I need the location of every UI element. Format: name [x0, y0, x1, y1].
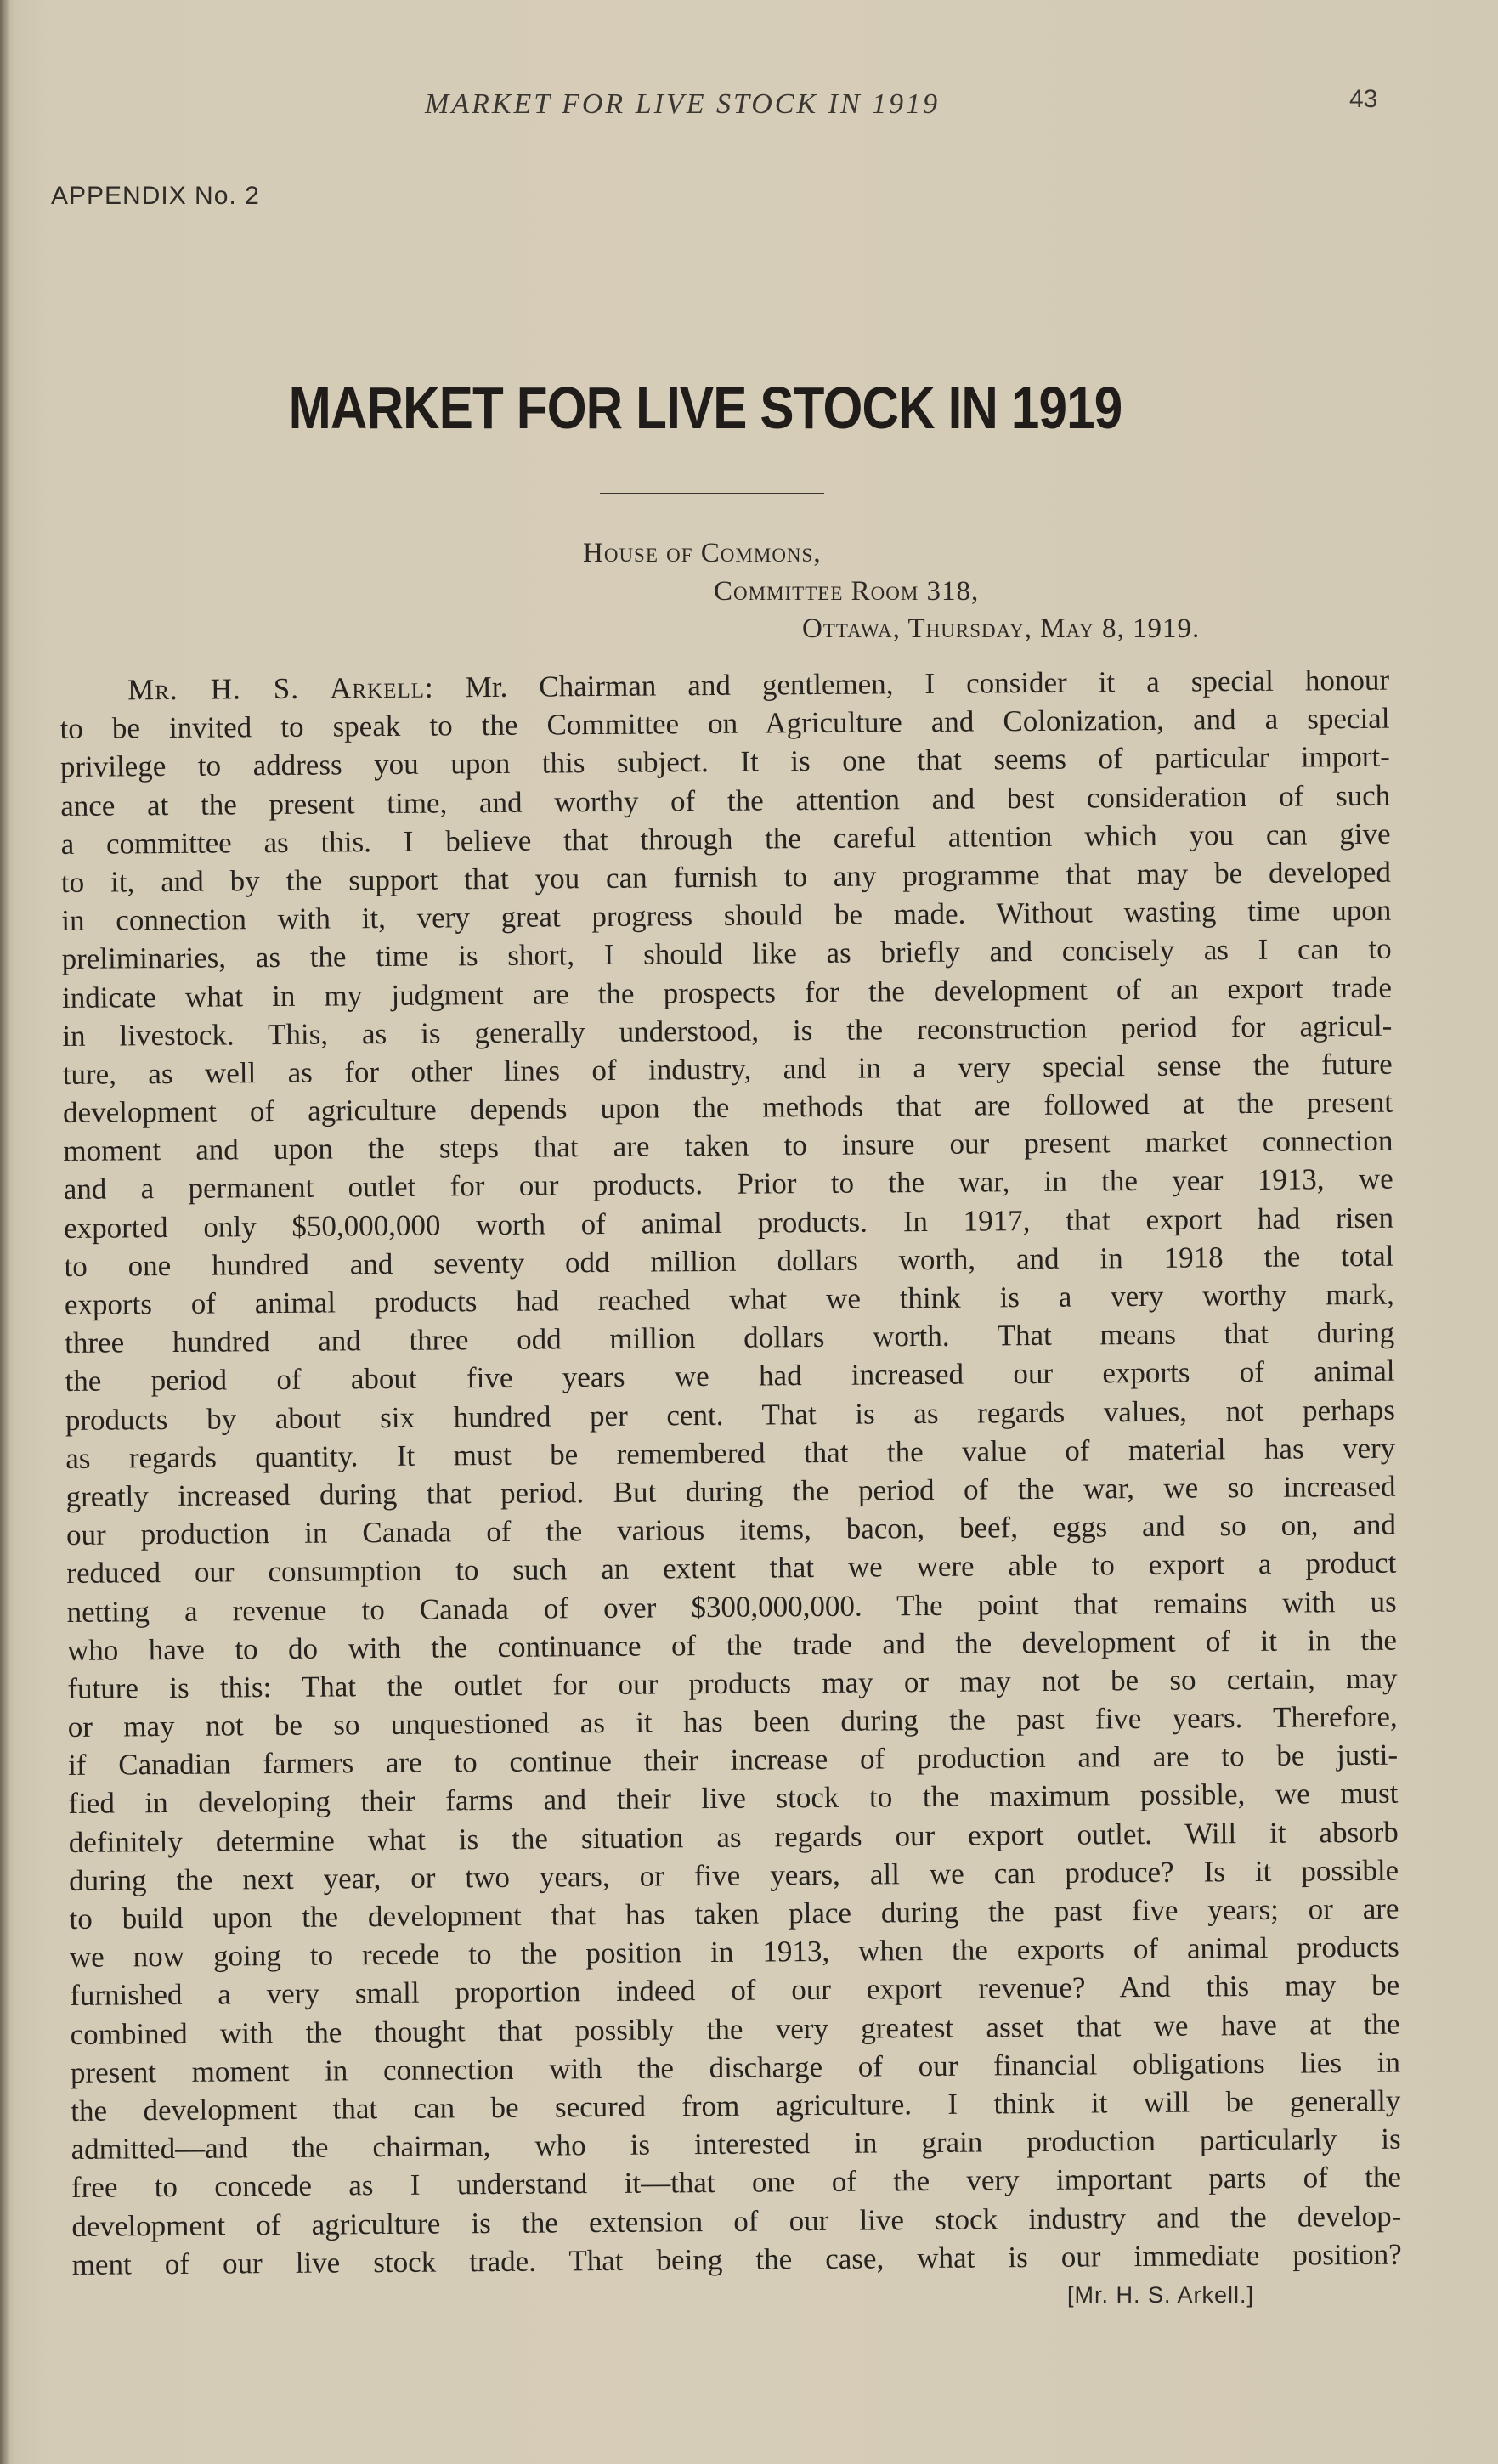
page-title: MARKET FOR LIVE STOCK IN 1919	[288, 375, 1122, 441]
body-line: exported only $50,000,000 worth of animal products. In 1917, that export had risen	[63, 1201, 1394, 1245]
body-line: preliminaries, as the time is short, I should like as briefly and concisely as I can to	[61, 932, 1392, 976]
dateline-room: Committee Room 318,	[714, 576, 980, 607]
body-line: development of agriculture is the extension of our live stock industry and the develop-	[71, 2199, 1402, 2243]
appendix-label: APPENDIX No. 2	[51, 182, 260, 210]
body-line: or may not be so unquestioned as it has been during the past five years. Therefore,	[67, 1699, 1398, 1744]
body-line: ment of our live stock trade. That being the case, what is our immediate position?	[71, 2237, 1402, 2281]
body-line: in connection with it, very great progress should be made. Without wasting time upon	[61, 893, 1392, 938]
body-line: in livestock. This, as is generally understood, is the reconstruction period for agricul-	[62, 1009, 1393, 1053]
body-line: combined with the thought that possibly the very greatest asset that we have at the	[70, 2007, 1400, 2051]
speaker-name: Mr. H. S. Arkell:	[127, 670, 434, 707]
body-line: definitely determine what is the situation as regards our export outlet. Will it absorb	[68, 1815, 1399, 1859]
speaker-attribution: [Mr. H. S. Arkell.]	[1067, 2282, 1255, 2308]
body-line: fied in developing their farms and their live stock to the maximum possible, we must	[68, 1777, 1399, 1821]
binding-edge	[0, 0, 10, 2464]
body-line: and a permanent outlet for our products. Prior to the war, in the year 1913, we	[63, 1162, 1393, 1207]
body-line: as regards quantity. It must be remembered that the value of material has very	[65, 1431, 1396, 1475]
body-line: greatly increased during that period. But during the period of the war, we so increased	[65, 1469, 1396, 1513]
body-line: during the next year, or two years, or five years, all we can produce? Is it possible	[69, 1853, 1399, 1897]
body-line: our production in Canada of the various items, bacon, beef, eggs and so on, and	[65, 1507, 1397, 1552]
body-line: reduced our consumption to such an extent that we were able to export a product	[66, 1546, 1397, 1591]
body-line: moment and upon the steps that are taken to insure our present market connection	[63, 1123, 1393, 1168]
body-line: netting a revenue to Canada of over $300,000,000. The point that remains with us	[66, 1585, 1397, 1629]
body-line: if Canadian farmers are to continue their increase of production and are to be justi-	[67, 1738, 1399, 1783]
dateline-date: Ottawa, Thursday, May 8, 1919.	[802, 613, 1201, 644]
body-line: to one hundred and seventy odd million dollars worth, and in 1918 the total	[64, 1239, 1394, 1283]
body-line: to it, and by the support that you can furnish to any programme that may be developed	[60, 855, 1392, 899]
body-line: development of agriculture depends upon the methods that are followed at the present	[62, 1085, 1393, 1130]
body-line-text: Mr. Chairman and gentlemen, I consider it a special honour	[465, 663, 1390, 704]
body-line: privilege to address you upon this subject. It is one that seems of particular import-	[59, 740, 1390, 784]
body-line: ance at the present time, and worthy of the attention and best consideration of such	[60, 778, 1391, 822]
page-number: 43	[1349, 85, 1378, 113]
body-line: to build upon the development that has taken place during the past five years; or are	[69, 1891, 1399, 1936]
body-line: the development that can be secured from agriculture. I think it will be generally	[71, 2083, 1401, 2128]
body-line: exports of animal products had reached what we think is a very worthy mark,	[64, 1277, 1394, 1321]
body-line: present moment in connection with the discharge of our financial obligations lies in	[70, 2045, 1401, 2089]
title-divider	[600, 493, 824, 494]
dateline-house: House of Commons,	[583, 538, 822, 568]
body-line: indicate what in my judgment are the prospects for the development of an export trade	[61, 970, 1393, 1014]
body-line: who have to do with the continuance of the trade and the development of it in the	[66, 1623, 1398, 1667]
body-line: we now going to recede to the position in 1913, when the exports of animal products	[69, 1930, 1399, 1975]
body-line: three hundred and three odd million dollars worth. That means that during	[65, 1315, 1395, 1360]
body-line: to be invited to speak to the Committee on Agriculture and Colonization, and a special	[59, 701, 1390, 746]
running-head: MARKET FOR LIVE STOCK IN 1919	[425, 88, 941, 120]
body-line: a committee as this. I believe that through the careful attention which you can give	[60, 817, 1391, 861]
body-line: future is this: That the outlet for our products may or may not be so certain, may	[67, 1661, 1398, 1705]
body-text	[59, 661, 1402, 2284]
body-line: products by about six hundred per cent. That is as regards values, not perhaps	[65, 1393, 1396, 1437]
body-line: free to concede as I understand it—that one of the very important parts of the	[71, 2160, 1402, 2205]
body-line: admitted—and the chairman, who is interested in grain production particularly is	[71, 2122, 1401, 2167]
body-line: the period of about five years we had increased our exports of animal	[65, 1354, 1395, 1399]
body-line: ture, as well as for other lines of industry, and in a very special sense the future	[62, 1047, 1393, 1091]
body-line: furnished a very small proportion indeed of our export revenue? And this may be	[70, 1969, 1400, 2013]
